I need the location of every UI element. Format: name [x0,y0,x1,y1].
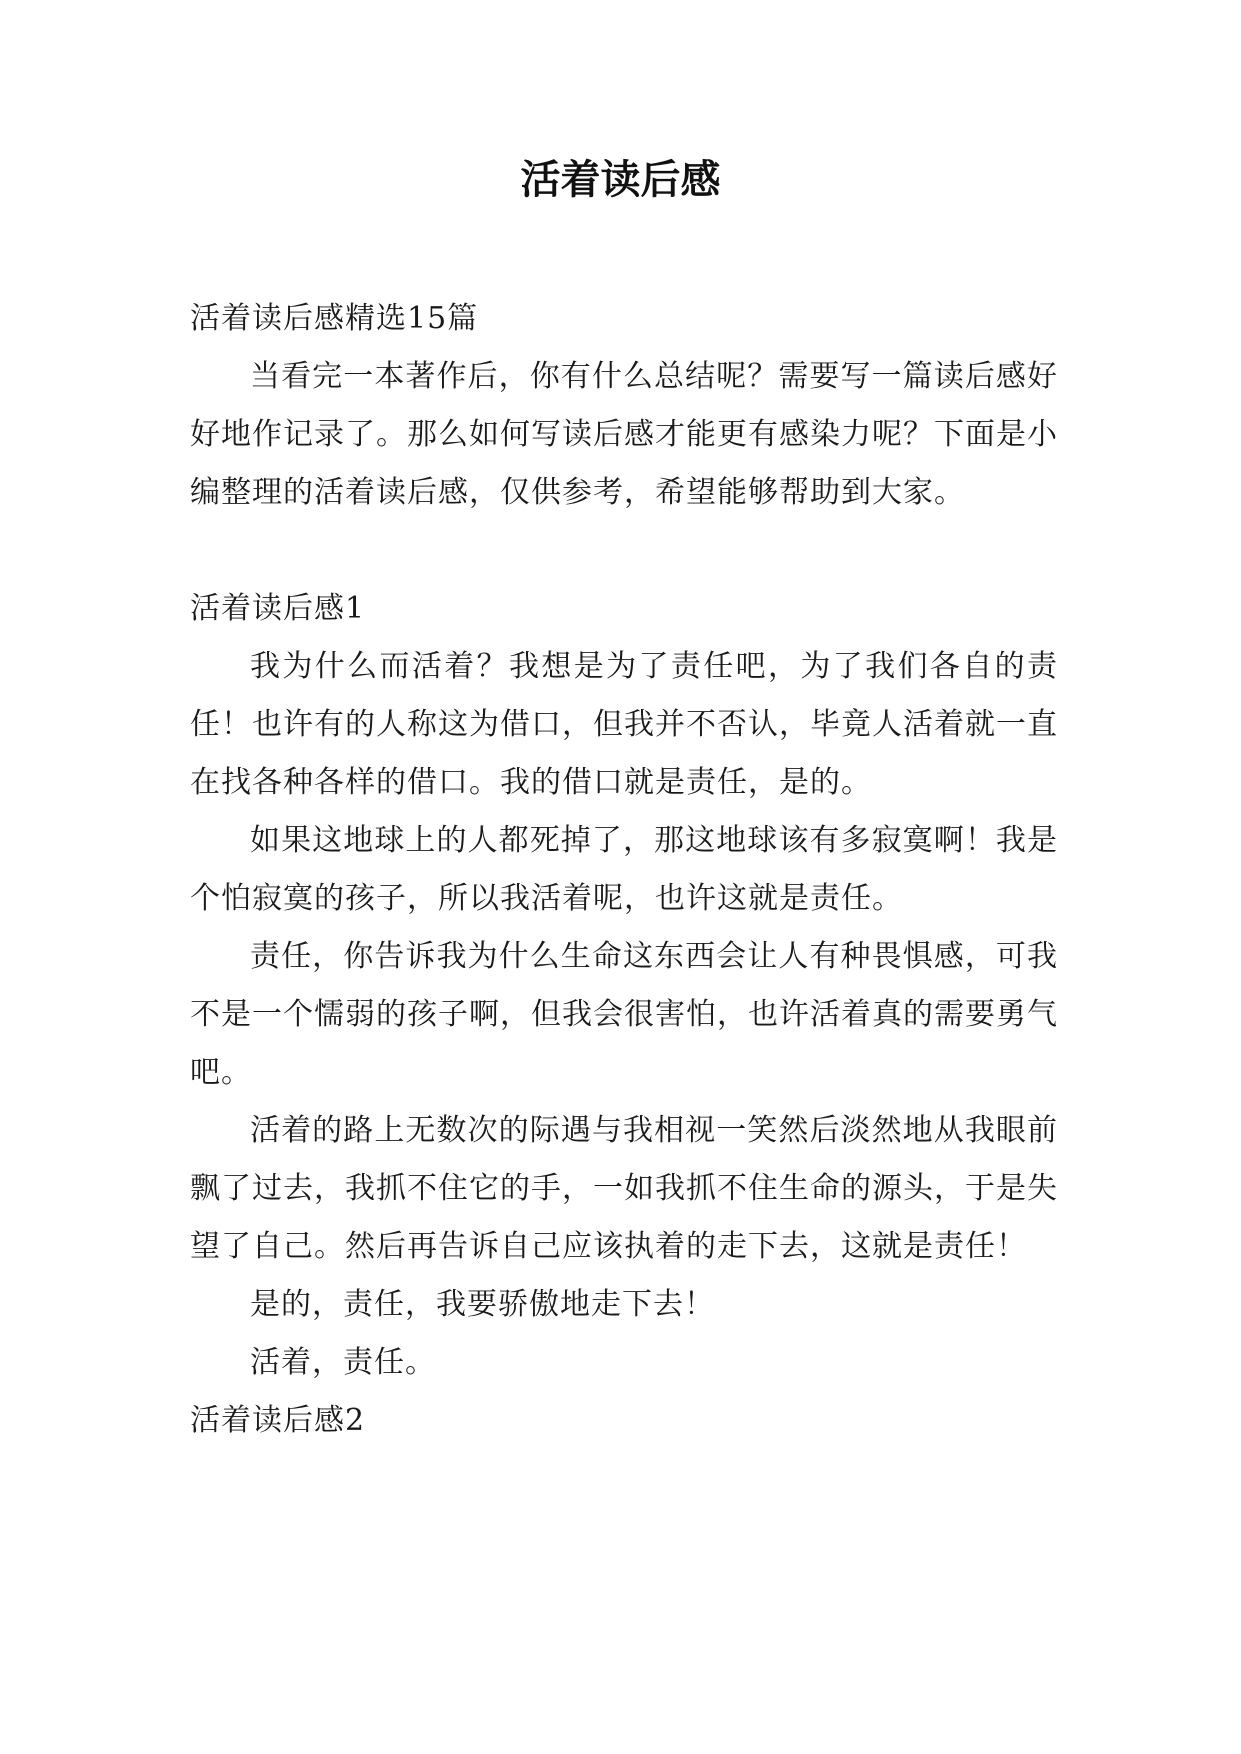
intro-paragraph: 当看完一本著作后，你有什么总结呢？需要写一篇读后感好好地作记录了。那么如何写读后感才能更有感染力呢？下面是小编整理的活着读后感，仅供参考，希望能够帮助到大家。 [190,359,1058,510]
document-subtitle: 活着读后感精选15篇 [190,301,479,336]
section-1-paragraph-4: 活着的路上无数次的际遇与我相视一笑然后淡然地从我眼前飘了过去，我抓不住它的手，一如我抓不住生命的源头，于是失望了自己。然后再告诉自己应该执着的走下去，这就是责任！ [190,1113,1058,1264]
document-body [190,290,1058,1450]
section-1-paragraph-3: 责任，你告诉我为什么生命这东西会让人有种畏惧感，可我不是一个懦弱的孩子啊，但我会很害怕，也许活着真的需要勇气吧。 [190,939,1058,1090]
section-spacer [190,522,1058,580]
section-1-paragraph-5: 是的，责任，我要骄傲地走下去！ [250,1287,715,1322]
section-heading-1: 活着读后感1 [190,591,366,626]
section-1-paragraph-6: 活着，责任。 [250,1345,436,1380]
section-1-paragraph-2: 如果这地球上的人都死掉了，那这地球该有多寂寞啊！我是个怕寂寞的孩子，所以我活着呢，也许这就是责任。 [190,823,1058,916]
document-title: 活着读后感 [520,157,721,203]
section-heading-2: 活着读后感2 [190,1403,366,1438]
section-1-paragraph-1: 我为什么而活着？我想是为了责任吧，为了我们各自的责任！也许有的人称这为借口，但我并不否认，毕竟人活着就一直在找各种各样的借口。我的借口就是责任，是的。 [190,649,1058,800]
